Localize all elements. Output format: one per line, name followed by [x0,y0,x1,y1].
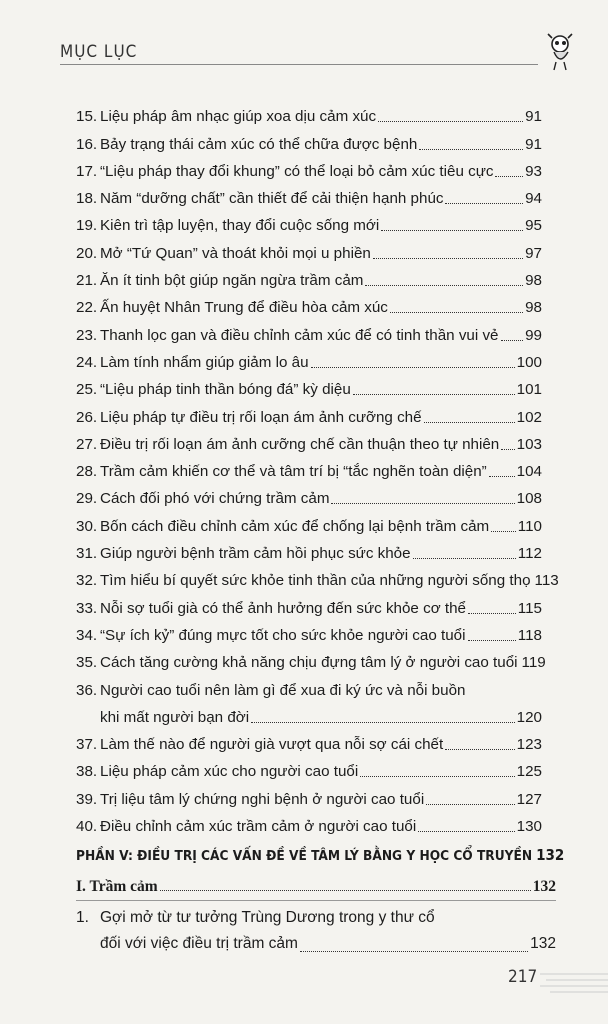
dot-leader [331,502,514,504]
cartoon-mascot-icon [538,32,584,72]
entry-page: 118 [517,626,542,644]
toc-entry [76,318,542,345]
entry-number: 15. [76,108,98,126]
decorative-lines [540,968,608,998]
entry-title: Năm “dưỡng chất” cần thiết để cải thiện hạnh phúc [100,190,444,208]
toc-entry [76,428,542,455]
entry-title: Giúp người bệnh trầm cảm hồi phục sức khỏe [100,545,411,563]
entry-title: Kiên trì tập luyện, thay đổi cuộc sống mới [100,217,380,235]
entry-title: Trị liệu tâm lý chứng nghi bệnh ở người cao tuổi [100,790,425,808]
entry-page: 98 [525,299,542,317]
sub-entry-title: Gợi mở từ tư tưởng Trùng Dương trong y thư cổ [100,909,435,926]
dot-leader [424,421,515,423]
dot-leader [445,748,514,750]
toc-entry [76,209,542,236]
entry-title: Thanh lọc gan và điều chỉnh cảm xúc để có tinh thần vui vẻ [100,326,499,344]
entry-number: 31. [76,545,98,563]
dot-leader [413,557,516,559]
dot-leader [365,284,523,286]
toc-entry [76,810,542,837]
entry-page: 113 [534,572,559,590]
sub-entry-title-continued: đối với việc điều trị trầm cảm [100,935,298,952]
toc-entry [76,346,542,373]
sub-entry-number: 1. [76,909,89,926]
table-of-contents [76,100,559,837]
dot-leader [373,257,523,259]
dot-leader [445,202,523,204]
entry-number: 32. [76,572,98,590]
entry-page: 120 [516,708,542,726]
dot-leader [501,448,514,450]
entry-page: 127 [516,790,542,808]
dot-leader [360,775,514,777]
toc-entry [76,291,542,318]
toc-entry [76,782,542,809]
dot-leader [468,639,516,641]
entry-page: 130 [516,818,542,836]
toc-entry [76,264,542,291]
section-page: 132 [532,878,556,895]
entry-title: “Liệu pháp tinh thần bóng đá” kỳ diệu [100,381,351,399]
toc-entry [76,591,542,618]
dot-leader [419,148,523,150]
dot-leader [426,803,514,805]
toc-entry [76,755,542,782]
sub-entry-page: 132 [530,935,556,952]
toc-entry [76,509,542,536]
dot-leader [300,950,528,952]
dot-leader [501,339,524,341]
toc-entry [76,373,542,400]
entry-number: 36. [76,681,98,699]
toc-entry [76,646,546,673]
entry-number: 26. [76,408,98,426]
entry-page: 112 [517,545,542,563]
entry-page: 91 [525,108,542,126]
entry-title: Người cao tuổi nên làm gì để xua đi ký ức và nỗi buồn [100,681,466,699]
dot-leader [489,475,515,477]
part-page: 132 [536,846,565,864]
entry-number: 16. [76,135,98,153]
entry-title: Làm tính nhẩm giúp giảm lo âu [100,353,309,371]
page-number: 217 [508,967,538,987]
entry-page: 100 [516,353,542,371]
entry-title: Ấn huyệt Nhân Trung để điều hòa cảm xúc [100,299,388,317]
entry-number: 29. [76,490,98,508]
dot-leader [390,311,523,313]
dot-leader [251,721,515,723]
entry-page: 94 [525,190,542,208]
section-heading [76,874,556,896]
entry-title: Điều trị rối loạn ám ảnh cưỡng chế cần thuận theo tự nhiên [100,435,500,453]
entry-number: 35. [76,654,98,672]
dot-leader [418,830,514,832]
entry-title: Điều chỉnh cảm xúc trầm cảm ở người cao tuổi [100,818,417,836]
entry-page: 115 [517,599,542,617]
entry-number: 22. [76,299,98,317]
entry-page: 95 [525,217,542,235]
entry-number: 28. [76,463,98,481]
dot-leader [381,229,523,231]
toc-entry [76,100,542,127]
entry-number: 18. [76,190,98,208]
toc-entry [76,236,542,263]
entry-number: 39. [76,790,98,808]
entry-title: Nỗi sợ tuổi già có thể ảnh hưởng đến sức khỏe cơ thể [100,599,466,617]
entry-title: “Liệu pháp thay đổi khung” có thể loại bỏ cảm xúc tiêu cực [100,162,494,180]
entry-number: 21. [76,272,98,290]
entry-title: Cách đối phó với chứng trầm cảm [100,490,330,508]
entry-title: Mở “Tứ Quan” và thoát khỏi mọi u phiền [100,244,371,262]
toc-entry [76,564,559,591]
dot-leader [311,366,515,368]
toc-entry [76,127,542,154]
entry-page: 98 [525,272,542,290]
entry-number: 27. [76,435,98,453]
toc-entry [76,728,542,755]
entry-number: 23. [76,326,98,344]
entry-number: 34. [76,626,98,644]
entry-number: 24. [76,353,98,371]
entry-page: 110 [517,517,542,535]
entry-title: Liệu pháp tự điều trị rối loạn ám ảnh cưỡng chế [100,408,422,426]
toc-entry [76,673,542,728]
entry-number: 17. [76,162,98,180]
entry-page: 101 [516,381,542,399]
entry-number: 30. [76,517,98,535]
entry-title: Cách tăng cường khả năng chịu đựng tâm lý ở người cao tuổi [100,654,518,672]
toc-entry [76,182,542,209]
dot-leader [495,175,523,177]
entry-page: 91 [525,135,542,153]
section-title: I. Trầm cảm [76,878,158,895]
entry-page: 108 [516,490,542,508]
toc-entry [76,155,542,182]
entry-page: 125 [516,763,542,781]
section-rule [76,900,556,901]
entry-title: Làm thế nào để người già vượt qua nỗi sợ cái chết [100,736,444,754]
entry-number: 38. [76,763,98,781]
entry-title: Ăn ít tinh bột giúp ngăn ngừa trầm cảm [100,272,364,290]
entry-page: 97 [525,244,542,262]
entry-title: Liệu pháp âm nhạc giúp xoa dịu cảm xúc [100,108,377,126]
toc-entry [76,537,542,564]
part-title: PHẦN V: ĐIỀU TRỊ CÁC VẤN ĐỀ VỀ TÂM LÝ BẰNG Y HỌC CỔ TRUYỀN [76,848,533,864]
entry-number: 33. [76,599,98,617]
dot-leader [160,889,531,891]
entry-title: “Sự ích kỷ” đúng mực tốt cho sức khỏe người cao tuổi [100,626,466,644]
toc-entry [76,619,542,646]
entry-page: 103 [516,435,542,453]
entry-title: Trầm cảm khiến cơ thể và tâm trí bị “tắc nghẽn toàn diện” [100,463,487,481]
dot-leader [468,612,516,614]
entry-page: 119 [521,654,546,672]
entry-number: 40. [76,818,98,836]
entry-number: 19. [76,217,98,235]
header-title: MỤC LỤC [60,42,138,62]
entry-title: Bảy trạng thái cảm xúc có thể chữa được bệnh [100,135,418,153]
header-rule [60,64,538,65]
part-heading [76,842,565,864]
entry-title: Bốn cách điều chỉnh cảm xúc để chống lại bệnh trầm cảm [100,517,490,535]
dot-leader [491,530,516,532]
entry-page: 99 [525,326,542,344]
entry-number: 37. [76,736,98,754]
entry-page: 102 [516,408,542,426]
entry-title: Tìm hiểu bí quyết sức khỏe tinh thần của những người sống thọ [100,572,531,590]
toc-entry [76,400,542,427]
page-header [60,40,580,70]
sub-entry [76,905,556,957]
entry-page: 93 [525,162,542,180]
toc-entry [76,455,542,482]
dot-leader [353,393,515,395]
entry-page: 104 [516,463,542,481]
entry-title: Liệu pháp cảm xúc cho người cao tuổi [100,763,359,781]
entry-title-continued: khi mất người bạn đời [100,708,250,726]
toc-entry [76,482,542,509]
entry-number: 20. [76,244,98,262]
entry-number: 25. [76,381,98,399]
dot-leader [378,120,523,122]
entry-page: 123 [516,736,542,754]
